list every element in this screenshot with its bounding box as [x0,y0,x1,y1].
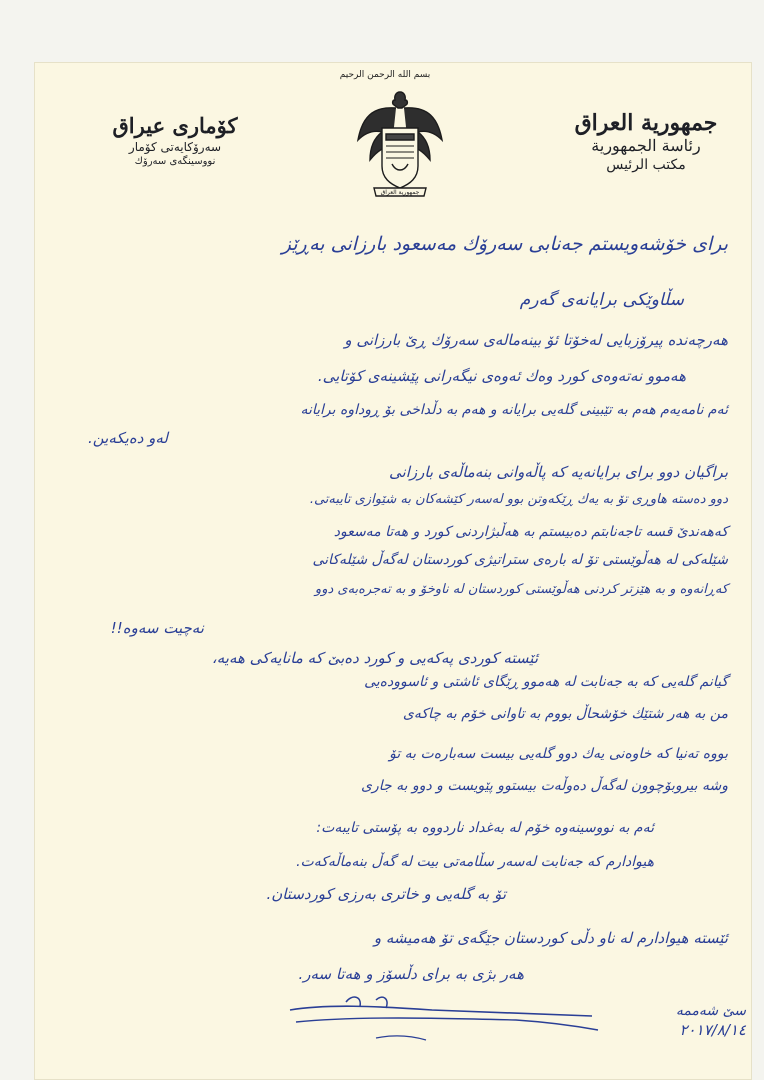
letterhead-kurdish-line3: نووسینگەی سەرۆك [134,156,216,167]
letter-line: كەڕانەوە و بە هێزتر كردنی هەڵوێستی كوردستان لە ناوخۆ و بە تەجرەبەی دوو [314,582,728,597]
letter-line: لەو دەیكەین. [87,429,168,447]
letterhead-kurdish-line1: كۆماری عیراق [112,113,238,138]
letter-line: هەر بژی بە برای دڵسۆز و هەتا سەر. [298,965,524,983]
letter-line: وشە بیروبۆچوون لەگەڵ دەوڵەت بیستوو پێویست و دوو بە جاری [361,778,728,794]
letterhead-arabic [560,110,732,174]
letterhead-kurdish [90,113,260,169]
letter-line: ئێستە كوردی پەكەیی و كورد دەبێ كە مانایەكی هەیە، [211,649,538,667]
handwritten-signature [236,992,608,1044]
letterhead-arabic-line1: جمهورية العراق [574,110,718,136]
letter-line: هیوادارم كە جەنابت لەسەر سڵامەتی بیت لە گەڵ بنەماڵەكەت. [296,854,654,870]
letter-line: من بە هەر شتێك خۆشحاڵ بووم بە تاوانی خۆم بە چاكەی [402,706,728,722]
letter-line: ئەم بە نووسینەوە خۆم لە بەغداد ناردووە بە پۆستی تایبەت: [316,820,654,836]
letter-line: سڵاوێكی برایانەی گەرم [519,290,684,310]
letter-line: ئێستە هیوادارم لە ناو دڵی كوردستان جێگەی تۆ هەمیشە و [373,929,728,947]
letter-line: هەموو نەتەوەی كورد وەك ئەوەی نیگەرانی پێشینەی كۆتایی. [317,367,686,385]
letter-line: دوو دەستە هاوڕی تۆ بە یەك ڕێكەوتن بوو لەسەر كێشەكان بە شێوازی تایبەتی. [309,492,728,507]
letter-line: بووە تەنیا كە خاوەنی یەك دوو گلەیی بیست سەبارەت بە تۆ [389,746,728,762]
letter-line: هەرچەندە پیرۆزبایی لەخۆتا ئۆ بینەمالەی سەرۆك ڕێ بارزانی و [344,331,728,349]
letterhead-arabic-line3: مكتب الرئيس [606,157,686,173]
letter-line: ئەم نامەیەم هەم بە تێبینی گلەیی برایانە و هەم بە دڵداخی بۆ ڕوداوە برایانە [300,402,728,418]
letter-date [596,1002,746,1040]
letter-line: تۆ بە گلەیی و خاتری بەرزی كوردستان. [266,885,506,903]
letter-line: كەهەندێ قسە تاجەنابتم دەبیستم بە هەڵبژاردنی كورد و هەتا مەسعود [333,524,728,540]
iraq-eagle-emblem [352,88,448,200]
letter-line: نەچیت سەوە!! [110,619,204,637]
letter-line: شێلەكی لە هەڵوێستی تۆ لە بارەی ستراتیژی كوردستان لەگەڵ شێلەكانی [312,552,728,568]
letter-line: برای خۆشەویستم جەنابی سەرۆك مەسعود بارزانی بەڕێز [281,233,728,255]
emblem-label: جمهورية العراق [380,189,420,196]
date-day: سێ شەممە [675,1003,746,1019]
letter-line: براگیان دوو برای برایانەیە كە پاڵەوانی بنەماڵەی بارزانی [389,463,728,481]
letterhead-kurdish-line2: سەرۆكایەتی كۆمار [128,140,222,154]
letter-line: گیانم گلەیی كە بە جەنابت لە هەموو ڕێگای ئاشتی و ئاسوودەیی [364,674,728,690]
date-value: ٢٠١٧/٨/١٤ [679,1021,746,1039]
letterhead-arabic-line2: رئاسة الجمهورية [591,136,701,155]
basmala: بسم الله الرحمن الرحيم [339,70,431,80]
